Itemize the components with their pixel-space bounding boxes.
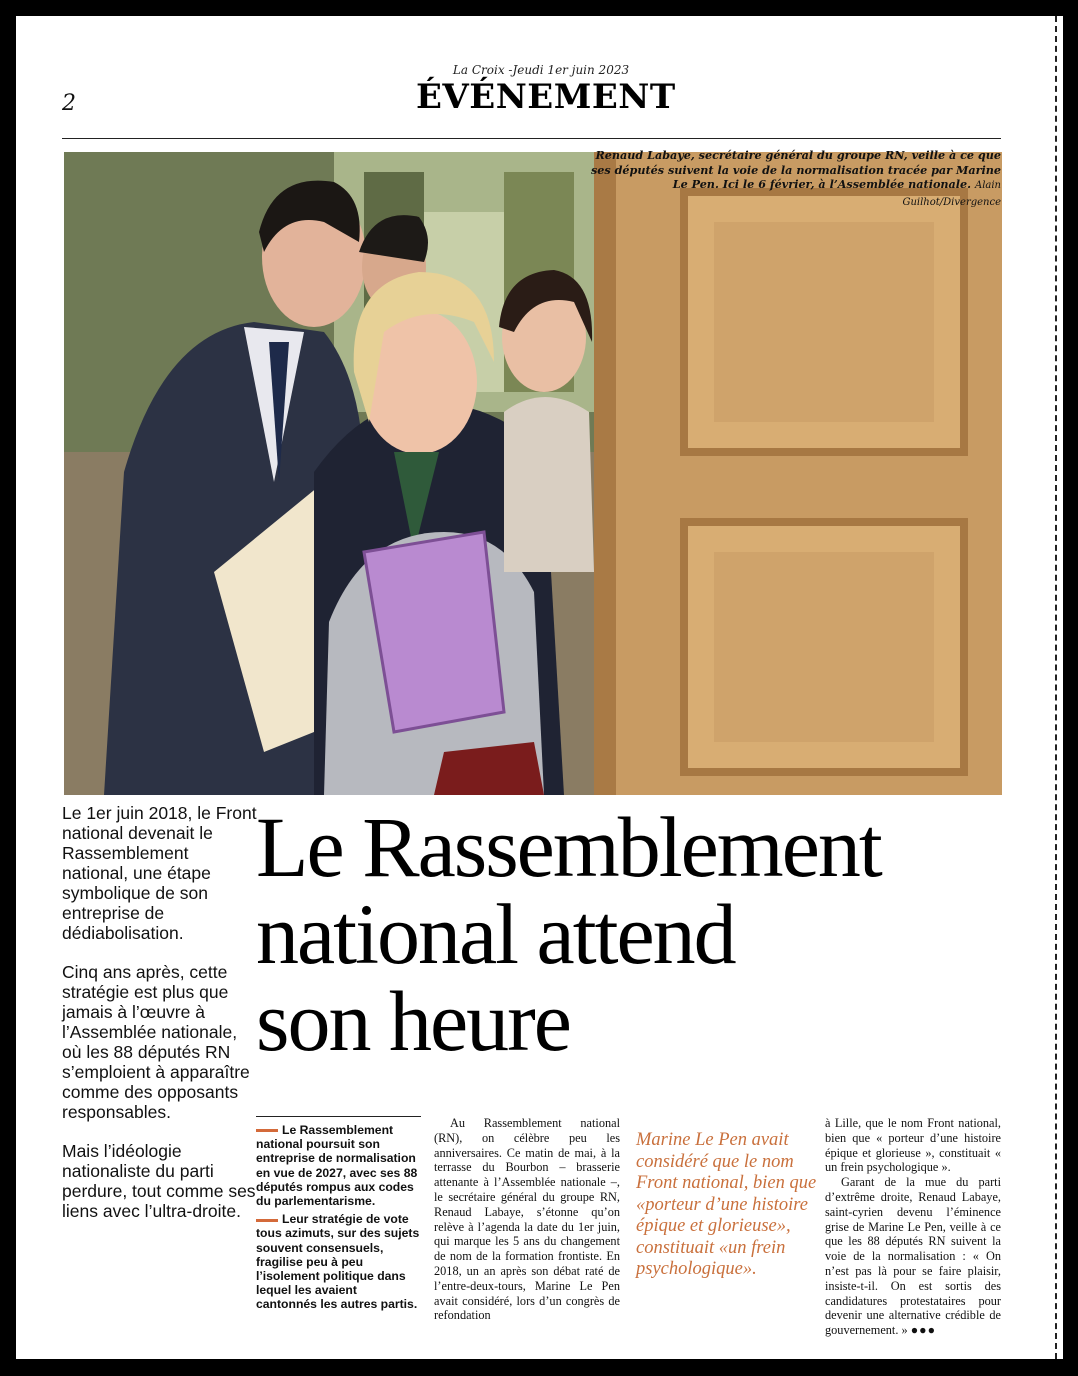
intro-paragraph: Mais l’idéologie nationaliste du parti perdure, tout comme ses liens avec l’ultra-droite.	[62, 1141, 256, 1221]
continuation-dots-icon: ●●●	[910, 1323, 937, 1338]
headline	[256, 799, 996, 1069]
photo-credit: Alain Guilhot/Divergence	[902, 180, 1001, 208]
body-paragraph: à Lille, que le nom Front national, bien que « porteur d’une histoire épique et glorieuse », constituait « un frein psychologique ».	[825, 1116, 1001, 1175]
headline-line: Le Rassemblement	[256, 799, 881, 895]
photo-caption	[576, 148, 1001, 210]
headline-line: son heure	[256, 973, 570, 1069]
bullet-dash-icon	[256, 1219, 278, 1222]
bullet-dash-icon	[256, 1129, 278, 1132]
body-paragraph-text: Garant de la mue du parti d’extrême droite, Renaud Labaye, saint-cyrien devenu l’éminence grise de Marine Le Pen, veille à ce que les 88 députés RN suivent la voie de la normalisation : « On n’est pas là pour se faire plaisir, insiste-t-il. On est sortis des candidatures protestataires pour devenir une alternative crédible de gouvernement. »	[825, 1175, 1001, 1338]
body-column-1	[434, 1116, 620, 1323]
pull-quote: Marine Le Pen avait considéré que le nom Front national, bien que «porteur d’une histoire épique et glorieuse», constituait «un frein psychologique».	[636, 1130, 817, 1279]
running-header: La Croix -Jeudi 1er juin 2023	[452, 63, 630, 77]
page-number: 2	[62, 91, 76, 116]
intro-standfirst	[62, 803, 257, 1240]
headline-line: national attend	[256, 886, 735, 982]
caption-text: Renaud Labaye, secrétaire général du groupe RN, veille à ce que ses députés suivent la voie de la normalisation tracée par Marine Le Pen. Ici le 6 février, à l’Assemblée nationale.	[590, 148, 1001, 191]
summary-box	[256, 1116, 421, 1316]
body-paragraph	[825, 1175, 1001, 1338]
summary-point	[256, 1123, 421, 1208]
summary-point	[256, 1212, 421, 1311]
photo-illustration	[64, 152, 1002, 795]
section-title: ÉVÉNEMENT	[416, 77, 676, 117]
body-paragraph: Au Rassemblement national (RN), on célèbre peu les anniversaires. Ce matin de mai, à la terrasse du Bourbon – brasserie attenante à l’Assemblée nationale –, le secrétaire général du groupe RN, Renaud Labaye, s’étonne qu’on relève à l’agenda la date du 1er juin, qui marque les 5 ans du changement de nom de la formation frontiste. En 2018, un an après son débat raté de l’entre-deux-tours, Marine Le Pen avait considéré, lors d’un congrès de refondation	[434, 1116, 620, 1323]
summary-point-text: Le Rassemblement national poursuit son entreprise de normalisation en vue de 2027, avec ses 88 députés rompus aux codes du parlementarisme.	[256, 1123, 418, 1209]
summary-rule	[256, 1116, 421, 1117]
newspaper-page	[16, 16, 1063, 1359]
intro-paragraph: Cinq ans après, cette stratégie est plus que jamais à l’œuvre à l’Assemblée nationale, où les 88 députés RN s’emploient à apparaître comme des opposants responsables.	[62, 962, 250, 1122]
intro-paragraph: Le 1er juin 2018, le Front national devenait le Rassemblement national, une étape symbolique de son entreprise de dédiabolisation.	[62, 803, 257, 943]
body-column-2	[825, 1116, 1001, 1338]
lead-photo	[64, 152, 1002, 795]
header-rule	[62, 138, 1001, 139]
summary-point-text: Leur stratégie de vote tous azimuts, sur des sujets souvent consensuels, fragilise peu à peu l’isolement politique dans lequel les avaient cantonnés les autres partis.	[256, 1212, 420, 1312]
page-cut-line	[1055, 16, 1057, 1359]
